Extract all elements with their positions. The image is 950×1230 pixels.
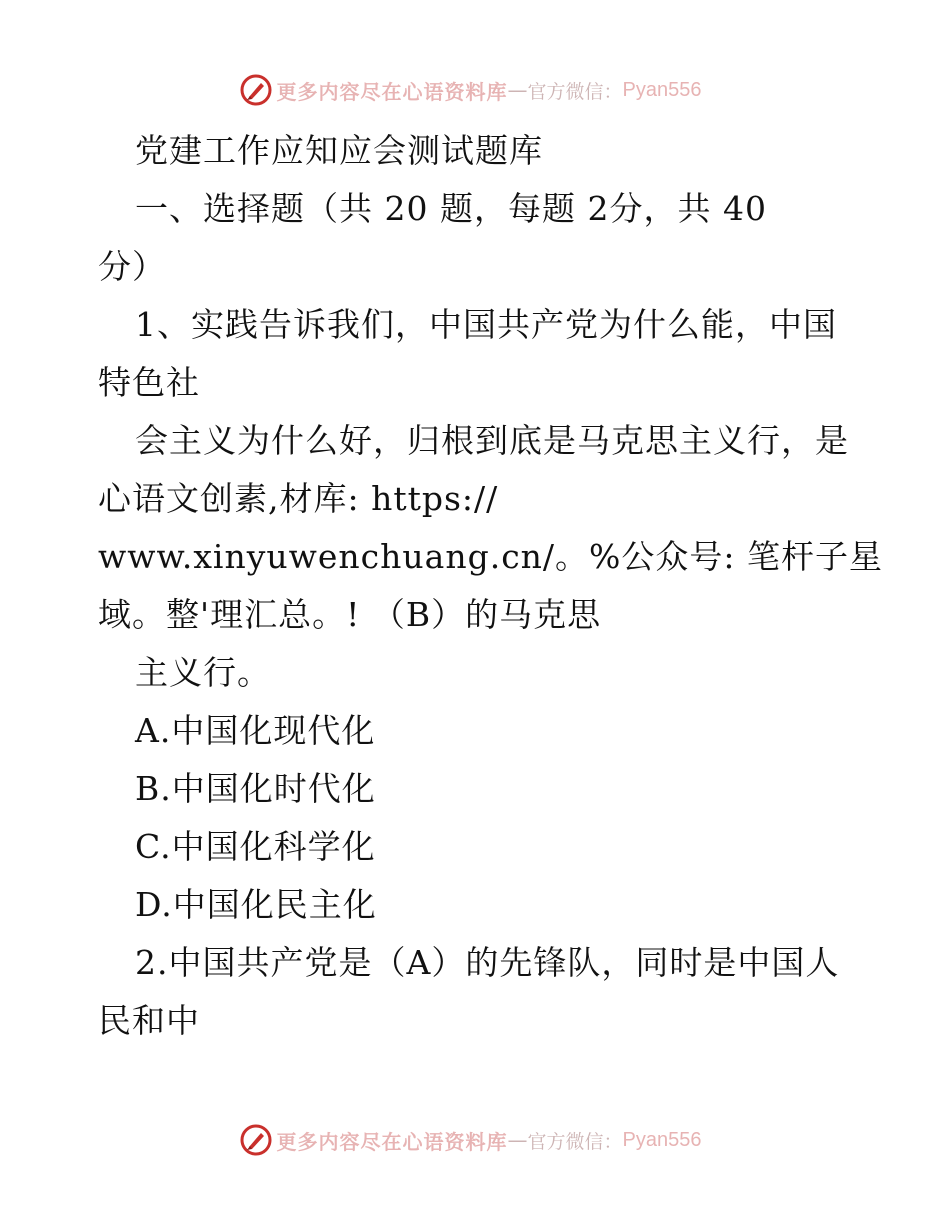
document-body: [98, 122, 884, 1050]
banner-wechat-label: 官方微信：: [527, 80, 623, 103]
question-1-text: 主义行。: [135, 653, 271, 692]
option-b: B.中国化时代化: [135, 769, 376, 808]
question-1-text: www.xinyuwenchuang.cn/。%公众号: 笔杆子星: [98, 537, 884, 576]
question-1-text: 1、实践告诉我们，中国共产党为什么能，中国: [135, 305, 837, 344]
question-2-text: 民和中: [98, 1001, 200, 1040]
question-2-text: 2.中国共产党是（A）的先锋队，同时是中国人: [135, 943, 840, 982]
banner-separator: —: [507, 78, 528, 102]
banner-text: 更多内容尽在心语资料库: [276, 79, 508, 104]
section-heading: 一、选择题（共 20 题，每题 2分，共 40: [135, 189, 767, 228]
banner-text: 更多内容尽在心语资料库: [276, 1129, 508, 1154]
document-title: 党建工作应知应会测试题库: [135, 131, 543, 170]
question-1-text: 域。整'理汇总。! （B）的马克思: [98, 595, 602, 634]
footer-banner: [0, 1120, 950, 1160]
question-1-text: 心语文创素,材库: https://: [98, 479, 499, 518]
banner-wechat-id: Pyan556: [622, 78, 702, 101]
pen-logo-icon: [239, 73, 273, 107]
banner-wechat-id: Pyan556: [622, 1128, 702, 1151]
banner-wechat-label: 官方微信：: [527, 1130, 623, 1153]
option-c: C.中国化科学化: [135, 827, 376, 866]
banner-separator: —: [507, 1128, 528, 1152]
pen-logo-icon: [239, 1123, 273, 1157]
question-1-text: 特色社: [98, 363, 200, 402]
option-a: A.中国化现代化: [135, 711, 376, 750]
header-banner: [0, 70, 950, 110]
option-d: D.中国化民主化: [135, 885, 377, 924]
question-1-text: 会主义为什么好，归根到底是马克思主义行，是: [135, 421, 849, 460]
section-heading-cont: 分）: [98, 247, 166, 286]
